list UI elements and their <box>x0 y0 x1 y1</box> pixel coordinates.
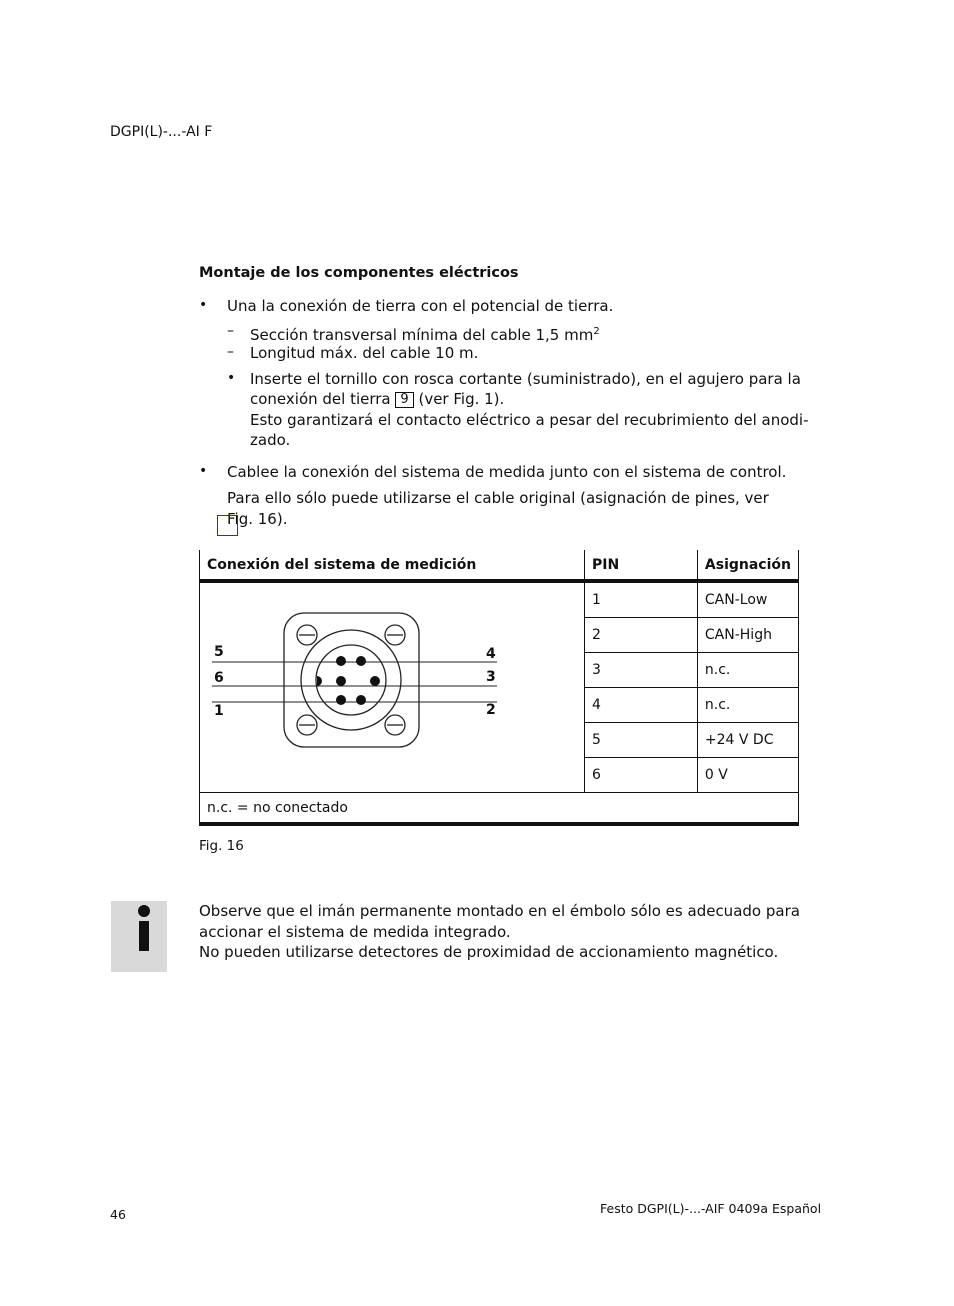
info-line-3: No pueden utilizarse detectores de proximidad de accionamiento magnético. <box>199 943 779 961</box>
bullet-marker: • <box>227 370 236 386</box>
info-line-1: Observe que el imán permanente montado en el émbolo sólo es adecuado para <box>199 902 800 920</box>
assignment-cell: +24 V DC <box>697 723 798 758</box>
section-heading: Montaje de los componentes eléctricos <box>199 265 519 281</box>
figure-link-highlight[interactable] <box>217 515 238 536</box>
sub-bullet-line-4: zado. <box>250 431 291 449</box>
bullet-marker: • <box>199 297 208 313</box>
pin-label: 4 <box>486 645 496 662</box>
bullet-continuation-line-2: Fig. 16). <box>227 510 288 528</box>
dash-text: Sección transversal mínima del cable 1,5 mm <box>250 326 594 344</box>
column-header-connection: Conexión del sistema de medición <box>200 550 585 581</box>
table-header-row <box>200 550 799 581</box>
pin-2-contact <box>356 695 366 705</box>
sub-bullet-line-3: Esto garantizará el contacto eléctrico a pesar del recubrimiento del anodi- <box>250 411 809 429</box>
sub-bullet-line-2 <box>250 389 504 410</box>
dash-marker: – <box>227 323 234 339</box>
connector-diagram-cell <box>200 581 585 793</box>
dash-marker: – <box>227 344 234 360</box>
document-header: DGPI(L)-...-AI F <box>110 124 213 140</box>
assignment-cell: n.c. <box>697 653 798 688</box>
pin-cell: 4 <box>585 688 698 723</box>
pin-1-contact <box>336 695 346 705</box>
pin-label: 6 <box>214 669 224 686</box>
column-header-assignment: Asignación <box>697 550 798 581</box>
footer-text: Festo DGPI(L)-...-AIF 0409a Español <box>600 1201 822 1216</box>
info-note <box>199 901 800 963</box>
bullet-text-wiring: Cablee la conexión del sistema de medida junto con el sistema de control. <box>227 463 787 481</box>
pin-3-contact <box>370 676 380 686</box>
sub-bullet-text: (ver Fig. 1). <box>418 390 505 408</box>
pin-cell: 3 <box>585 653 698 688</box>
pin-label: 3 <box>486 668 496 685</box>
bullet-text-ground: Una la conexión de tierra con el potencial de tierra. <box>227 297 614 315</box>
superscript: 2 <box>593 326 600 337</box>
sub-bullet-text: conexión del tierra <box>250 390 391 408</box>
assignment-cell: CAN-Low <box>697 581 798 618</box>
pin-label: 5 <box>214 643 224 660</box>
column-header-pin: PIN <box>585 550 698 581</box>
reference-number-box: 9 <box>395 392 413 408</box>
pin-5-contact <box>336 656 346 666</box>
pin-cell: 6 <box>585 758 698 793</box>
connector-diagram <box>207 585 577 791</box>
pin-label: 1 <box>214 702 224 719</box>
pin-4-contact <box>356 656 366 666</box>
table-footnote-row <box>200 793 799 825</box>
pin-cell: 2 <box>585 618 698 653</box>
table-footnote: n.c. = no conectado <box>200 793 799 825</box>
pin-cell: 5 <box>585 723 698 758</box>
dash-text-cross-section <box>250 322 600 346</box>
connector-flange <box>284 613 419 747</box>
page-number: 46 <box>110 1207 126 1222</box>
coding-key <box>317 676 322 686</box>
pin-cell: 1 <box>585 581 698 618</box>
assignment-cell: n.c. <box>697 688 798 723</box>
pin-6-contact <box>336 676 346 686</box>
bullet-marker: • <box>199 463 208 479</box>
sub-bullet-line-1: Inserte el tornillo con rosca cortante (suministrado), en el agujero para la <box>250 370 801 388</box>
figure-caption: Fig. 16 <box>199 838 244 854</box>
info-icon <box>111 901 167 972</box>
bullet-continuation-line-1: Para ello sólo puede utilizarse el cable original (asignación de pines, ver <box>227 489 769 507</box>
assignment-cell: 0 V <box>697 758 798 793</box>
pin-assignment-table <box>199 550 799 826</box>
dash-text-cable-length: Longitud máx. del cable 10 m. <box>250 344 479 362</box>
info-line-2: accionar el sistema de medida integrado. <box>199 922 511 941</box>
assignment-cell: CAN-High <box>697 618 798 653</box>
table-row <box>200 581 799 618</box>
pin-label: 2 <box>486 701 496 718</box>
